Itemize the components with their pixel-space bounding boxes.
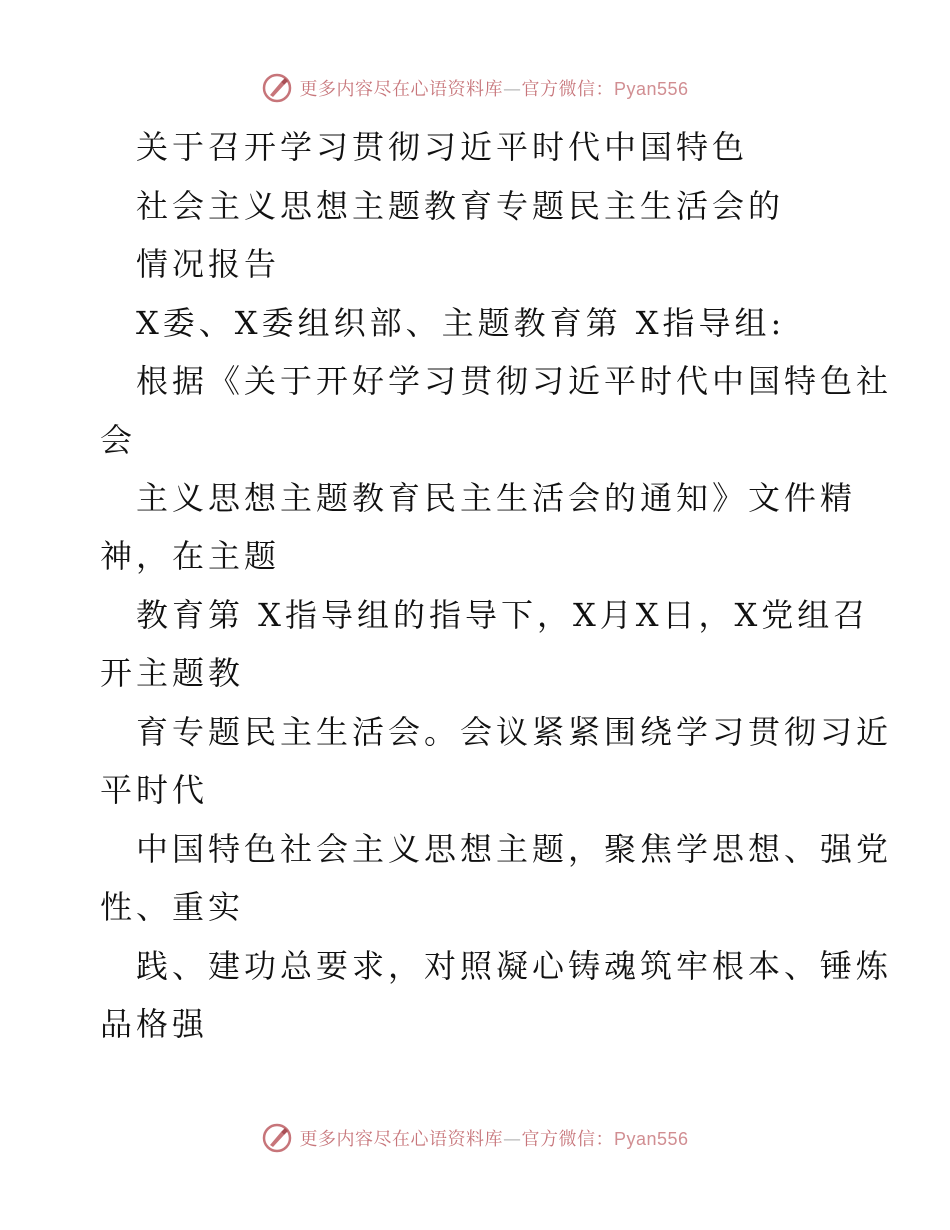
watermark-handle: Pyan556: [613, 1129, 689, 1149]
footer-watermark: [0, 1122, 950, 1154]
watermark-main: 更多内容尽在心语资料库: [299, 1129, 503, 1150]
pen-logo-icon: [261, 1122, 293, 1154]
watermark-text: [299, 75, 688, 101]
doc-title-line-3: 情况报告: [136, 245, 281, 283]
watermark-label: 官方微信：: [521, 79, 614, 100]
doc-paragraph-line: 教育第 X指导组的指导下，X月X日，X党组召: [136, 596, 870, 634]
doc-paragraph-line: 会: [100, 421, 137, 459]
watermark-dash: —: [502, 1129, 522, 1150]
doc-paragraph-line: 主义思想主题教育民主生活会的通知》文件精: [136, 479, 857, 517]
doc-paragraph-line: 神，在主题: [100, 537, 281, 575]
pen-logo-icon: [261, 72, 293, 104]
watermark-handle: Pyan556: [613, 79, 689, 99]
header-watermark: [0, 72, 950, 104]
doc-title-line-2: 社会主义思想主题教育专题民主生活会的: [136, 187, 785, 225]
doc-paragraph-line: 践、建功总要求，对照凝心铸魂筑牢根本、锤炼: [136, 947, 893, 985]
doc-paragraph-line: 性、重实: [100, 888, 245, 926]
doc-title-line-1: 关于召开学习贯彻习近平时代中国特色: [136, 128, 749, 166]
doc-paragraph-line: 品格强: [100, 1005, 209, 1043]
doc-paragraph-line: 育专题民主生活会。会议紧紧围绕学习贯彻习近: [136, 713, 893, 751]
doc-paragraph-line: 开主题教: [100, 654, 245, 692]
doc-paragraph-line: 平时代: [100, 771, 209, 809]
watermark-label: 官方微信：: [521, 1129, 614, 1150]
watermark-text: [299, 1125, 688, 1151]
watermark-main: 更多内容尽在心语资料库: [299, 79, 503, 100]
doc-recipient: X委、X委组织部、主题教育第 X指导组:: [136, 304, 786, 342]
doc-paragraph-line: 根据《关于开好学习贯彻习近平时代中国特色社: [136, 362, 893, 400]
watermark-dash: —: [502, 79, 522, 100]
doc-paragraph-line: 中国特色社会主义思想主题，聚焦学思想、强党: [136, 830, 893, 868]
